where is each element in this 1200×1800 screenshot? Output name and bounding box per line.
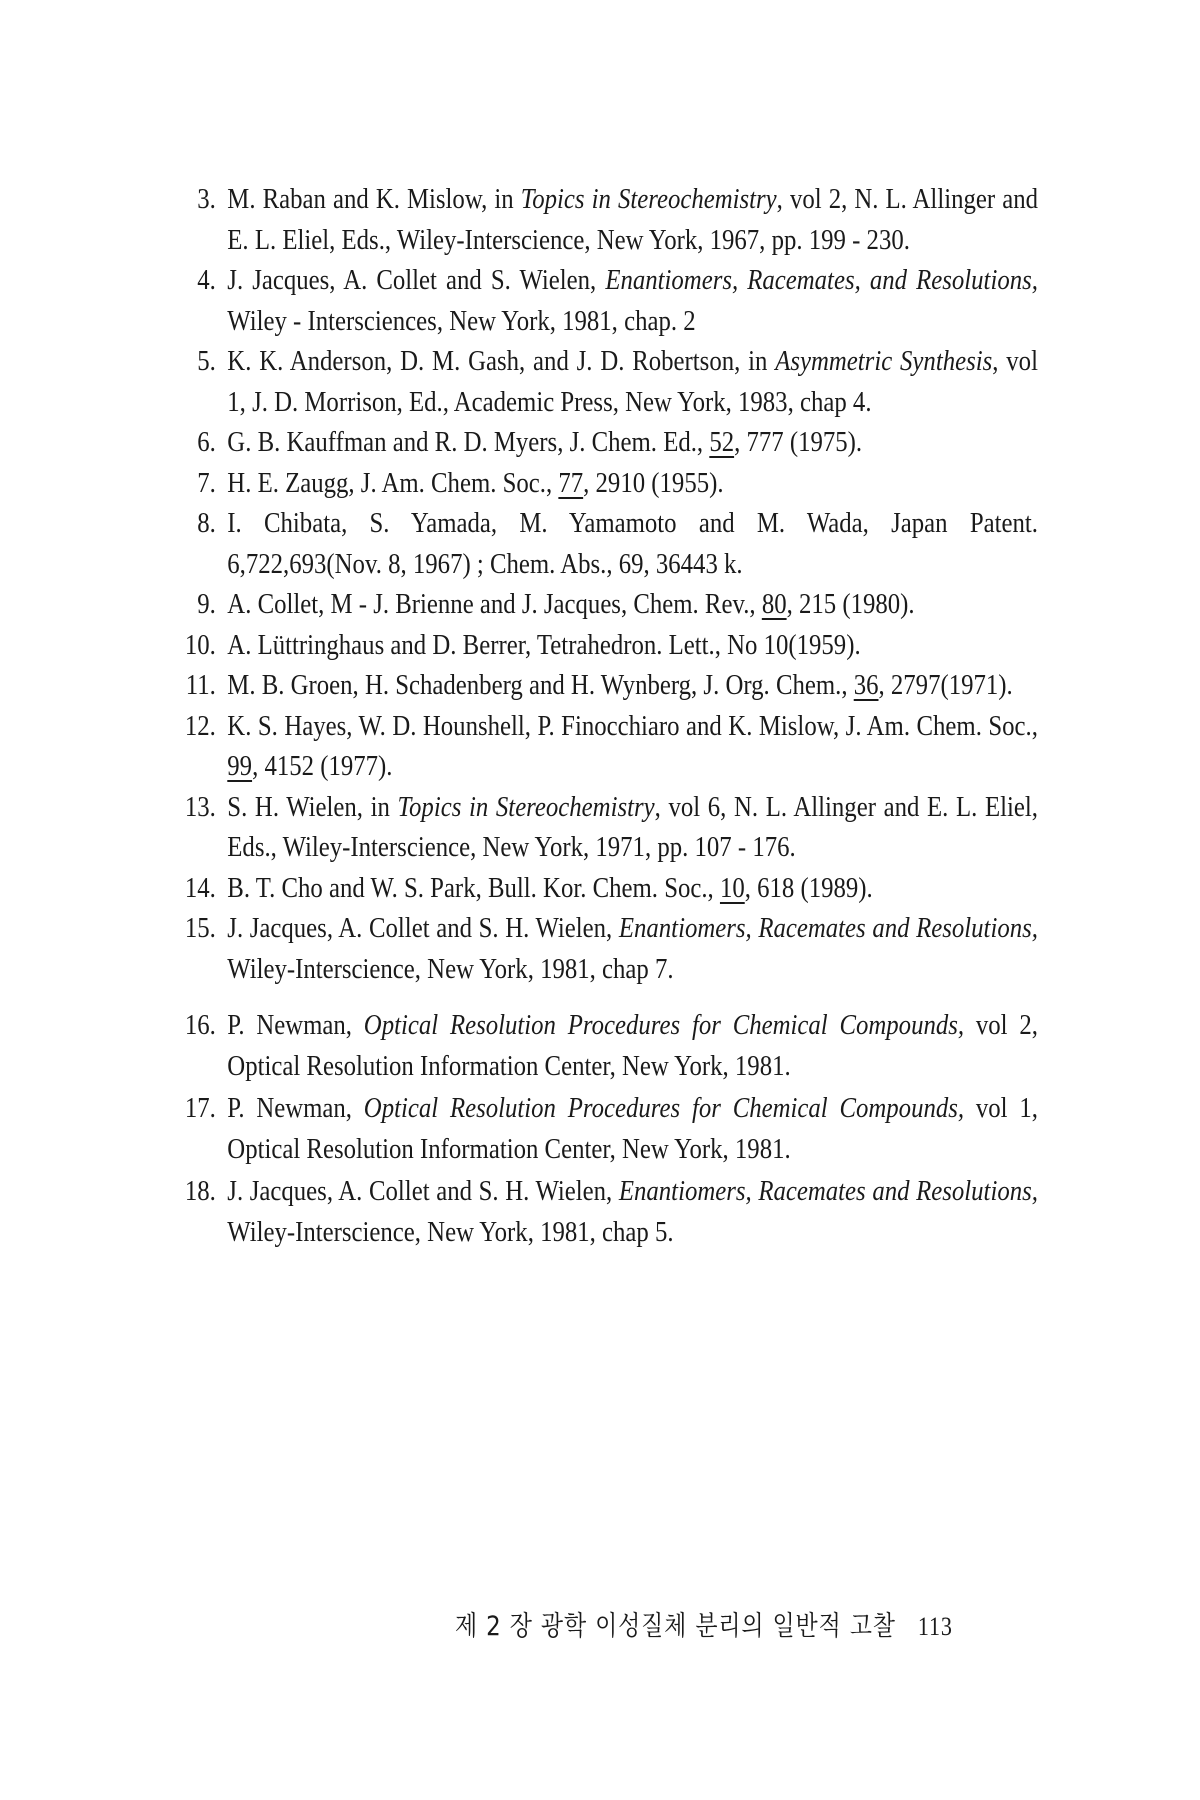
text-segment: Wiley - Intersciences, New York, 1981, chap. 2 (227, 305, 696, 337)
page-number: 113 (917, 1612, 953, 1641)
running-head: 제 2 장 광학 이성질체 분리의 일반적 고찰 (455, 1611, 896, 1642)
reference-item (168, 504, 1038, 585)
text-segment: P. Newman, (227, 1010, 364, 1041)
reference-text (227, 869, 1038, 910)
reference-number: 7. (197, 467, 216, 499)
text-segment: H. E. Zaugg, J. Am. Chem. Soc., (227, 467, 559, 499)
reference-text (227, 1006, 1038, 1087)
reference-number: 10. (184, 629, 216, 661)
volume-number: 80 (761, 589, 787, 620)
reference-number: 4. (197, 265, 216, 296)
text-segment: A. Collet, M - J. Brienne and J. Jacques, Chem. Rev., (227, 589, 762, 620)
reference-text (227, 707, 1038, 788)
text-segment: J. Jacques, A. Collet and S. H. Wielen, (227, 1176, 619, 1207)
italic-title: Asymmetric Synthesis (775, 346, 993, 377)
text-segment: , 2797(1971). (878, 670, 1013, 701)
reference-number: 11. (185, 670, 216, 701)
reference-number: 9. (197, 589, 216, 620)
page-footer (455, 1604, 953, 1643)
text-segment: , 4152 (1977). (252, 751, 393, 782)
reference-text (227, 909, 1038, 990)
reference-number: 18. (184, 1176, 216, 1207)
reference-item (168, 1089, 1038, 1170)
text-segment: K. K. Anderson, D. M. Gash, and J. D. Robertson, in (227, 346, 776, 377)
reference-item (168, 464, 1038, 505)
text-segment: J. Jacques, A. Collet and S. H. Wielen, (227, 913, 619, 944)
reference-item (168, 788, 1038, 869)
volume-number: 36 (853, 670, 879, 701)
text-segment: vol 2, Optical Resolution Information Center, New York, 1981. (227, 1010, 1038, 1082)
text-segment: , vol 2, N. L. Allinger and E. L. Eliel, Eds., Wiley-Interscience, New York, 1967, pp. 199 - 230. (227, 184, 1038, 256)
text-segment: P. Newman, (227, 1093, 364, 1124)
text-segment: G. B. Kauffman and R. D. Myers, J. Chem. Ed., (227, 427, 710, 458)
text-segment: vol 1, Optical Resolution Information Center, New York, 1981. (227, 1093, 1038, 1165)
volume-number: 99 (227, 751, 253, 782)
reference-text (227, 666, 1038, 707)
reference-item (168, 342, 1038, 423)
volume-number: 77 (558, 467, 584, 499)
reference-text (227, 504, 1038, 585)
reference-number: 13. (184, 791, 216, 823)
italic-title: Topics in Stereochemistry (397, 791, 655, 823)
text-segment: I. Chibata, S. Yamada, M. Yamamoto and M. Wada, Japan Patent. 6,722,693(Nov. 8, 1967) ; Chem. Abs., 69, 36443 k. (227, 508, 1038, 580)
italic-title: Optical Resolution Procedures for Chemical Compounds, (363, 1093, 965, 1124)
reference-number: 14. (184, 872, 216, 904)
reference-number: 5. (197, 346, 216, 377)
reference-text (227, 1089, 1038, 1170)
reference-text (227, 788, 1038, 869)
reference-text (227, 342, 1038, 423)
italic-title: Enantiomers, Racemates and Resolutions, (618, 1176, 1038, 1207)
reference-text (227, 1172, 1038, 1253)
reference-item (168, 666, 1038, 707)
reference-item (168, 626, 1038, 667)
volume-number: 52 (709, 427, 735, 458)
text-segment: , 618 (1989). (744, 872, 873, 904)
reference-item (168, 180, 1038, 261)
italic-title: Enantiomers, Racemates, and Resolutions, (605, 265, 1038, 296)
reference-number: 17. (184, 1093, 216, 1124)
reference-text (227, 464, 1038, 505)
volume-number: 10 (719, 872, 745, 904)
reference-number: 15. (184, 913, 216, 944)
reference-list (168, 180, 1038, 1253)
italic-title: Optical Resolution Procedures for Chemical Compounds, (363, 1010, 965, 1041)
text-segment: , vol 6, N. L. Allinger and E. L. Eliel, Eds., Wiley-Interscience, New York, 1971, pp. 107 - 176. (227, 791, 1038, 863)
reference-text (227, 261, 1038, 342)
reference-number: 12. (184, 710, 216, 742)
reference-number: 6. (197, 427, 216, 458)
reference-item (168, 423, 1038, 464)
italic-title: Enantiomers, Racemates and Resolutions, (618, 913, 1038, 944)
reference-item (168, 261, 1038, 342)
reference-item (168, 909, 1038, 990)
reference-item (168, 707, 1038, 788)
text-segment: Wiley-Interscience, New York, 1981, chap 7. (227, 953, 674, 985)
reference-item (168, 1172, 1038, 1253)
text-segment: B. T. Cho and W. S. Park, Bull. Kor. Chem. Soc., (227, 872, 720, 904)
text-segment: , 777 (1975). (734, 427, 863, 458)
reference-text (227, 585, 1038, 626)
text-segment: , 2910 (1955). (583, 467, 724, 499)
italic-title: Topics in Stereochemistry (520, 184, 777, 215)
reference-number: 16. (184, 1010, 216, 1041)
reference-number: 8. (197, 508, 216, 539)
reference-text (227, 180, 1038, 261)
reference-text (227, 626, 1038, 667)
text-segment: J. Jacques, A. Collet and S. Wielen, (227, 265, 606, 296)
text-segment: M. Raban and K. Mislow, in (227, 184, 521, 215)
text-segment: M. B. Groen, H. Schadenberg and H. Wynberg, J. Org. Chem., (227, 670, 854, 701)
text-segment: , vol 1, J. D. Morrison, Ed., Academic Press, New York, 1983, chap 4. (227, 346, 1038, 418)
reference-text (227, 423, 1038, 464)
text-segment: A. Lüttringhaus and D. Berrer, Tetrahedron. Lett., No 10(1959). (227, 629, 861, 661)
text-segment: Wiley-Interscience, New York, 1981, chap 5. (227, 1216, 674, 1248)
text-segment: K. S. Hayes, W. D. Hounshell, P. Finocchiaro and K. Mislow, J. Am. Chem. Soc., (227, 710, 1038, 742)
reference-item (168, 1006, 1038, 1087)
reference-item (168, 869, 1038, 910)
reference-number: 3. (197, 184, 216, 215)
text-segment: , 215 (1980). (786, 589, 915, 620)
text-segment: S. H. Wielen, in (227, 791, 398, 823)
reference-item (168, 585, 1038, 626)
